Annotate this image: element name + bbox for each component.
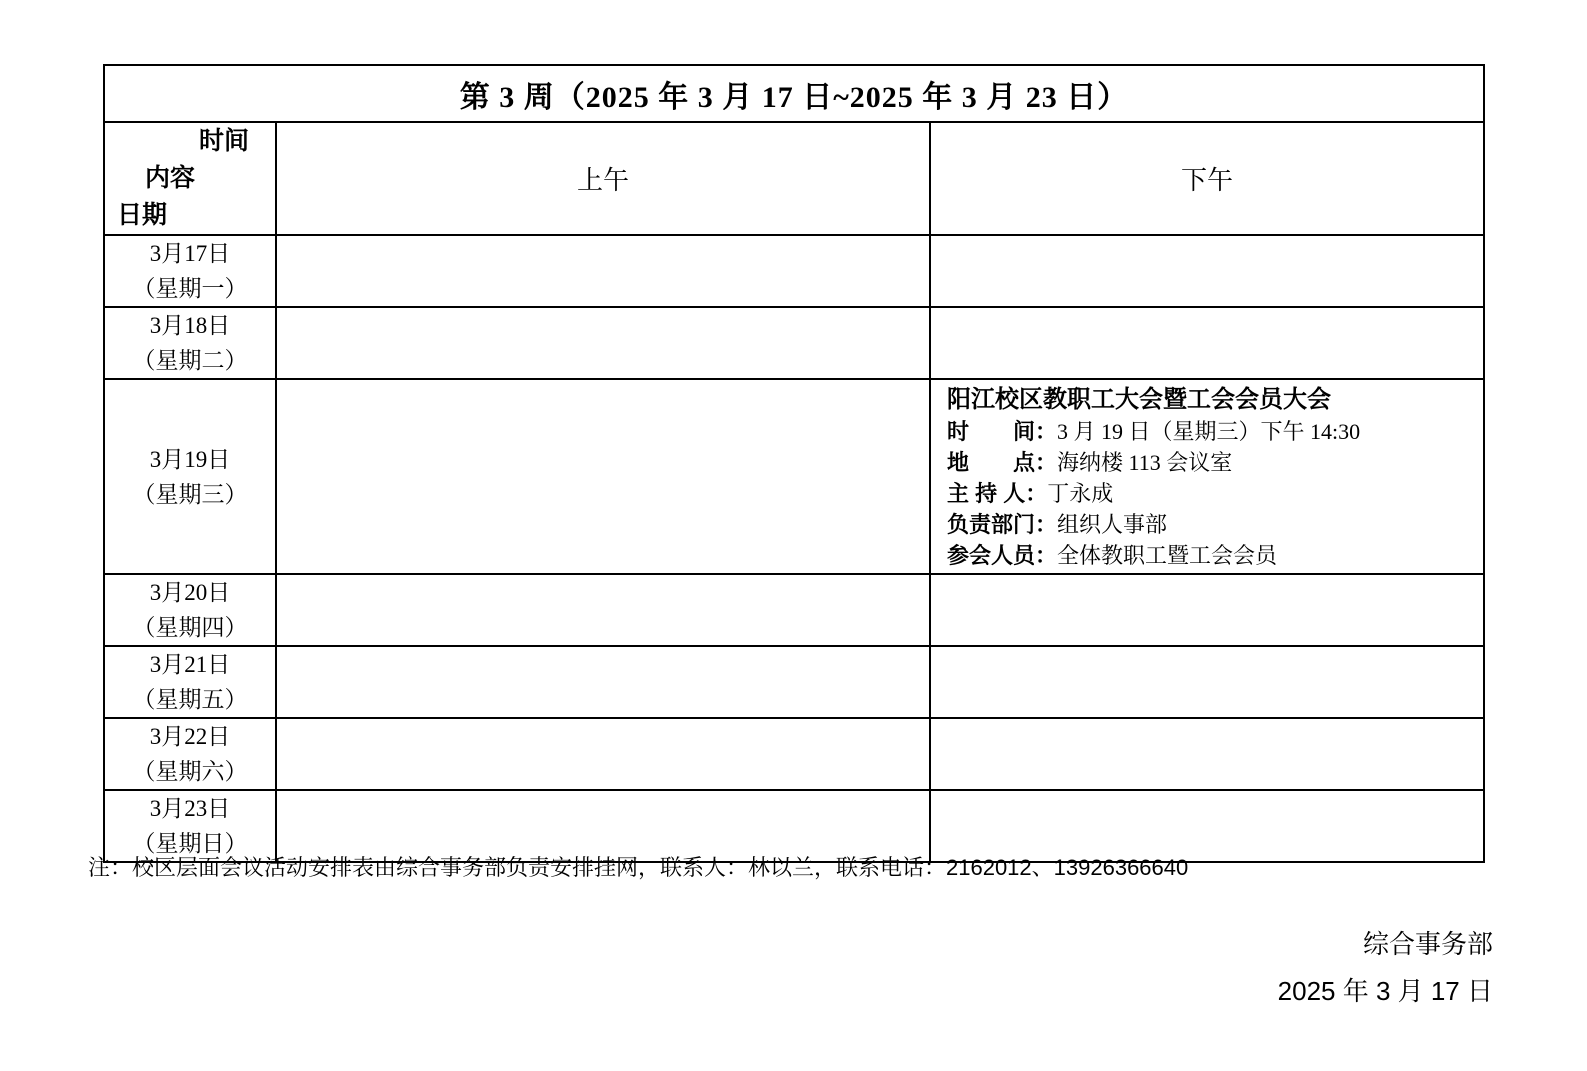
meeting-field-label: 参会人员： xyxy=(947,542,1058,568)
meeting-field-time xyxy=(947,416,1477,447)
table-row-thu xyxy=(104,574,1484,646)
header-morning: 上午 xyxy=(276,122,930,235)
meeting-field-value: 丁永成 xyxy=(1047,480,1114,506)
header-corner-cell xyxy=(104,122,276,235)
meeting-field-host xyxy=(947,478,1477,509)
table-row-sat xyxy=(104,718,1484,790)
date-cell xyxy=(104,379,276,574)
weekday-label: （星期一） xyxy=(132,276,248,301)
morning-cell xyxy=(276,718,930,790)
meeting-field-value: 海纳楼 113 会议室 xyxy=(1057,449,1233,475)
weekday-label: （星期三） xyxy=(132,481,248,507)
weekday-label: （星期四） xyxy=(132,615,248,640)
signature-block xyxy=(1278,921,1493,1015)
afternoon-cell xyxy=(930,718,1484,790)
meeting-field-attendees xyxy=(947,540,1477,571)
corner-label-content: 内容 xyxy=(145,164,196,192)
meeting-title: 阳江校区教职工大会暨工会会员大会 xyxy=(947,385,1331,413)
morning-cell xyxy=(276,235,930,307)
date-cell xyxy=(104,718,276,790)
date-label: 3月18日 xyxy=(149,313,231,338)
date-label: 3月19日 xyxy=(149,446,231,472)
afternoon-cell xyxy=(930,790,1484,862)
afternoon-cell xyxy=(930,307,1484,379)
morning-cell xyxy=(276,307,930,379)
date-cell xyxy=(104,574,276,646)
weekly-schedule-table xyxy=(103,64,1485,863)
table-row-fri xyxy=(104,646,1484,718)
morning-cell xyxy=(276,646,930,718)
table-title: 第 3 周（2025 年 3 月 17 日~2025 年 3 月 23 日） xyxy=(104,65,1484,122)
morning-cell xyxy=(276,790,930,862)
meeting-field-label: 地 点： xyxy=(947,449,1058,475)
date-cell xyxy=(104,646,276,718)
afternoon-cell xyxy=(930,235,1484,307)
header-afternoon: 下午 xyxy=(930,122,1484,235)
date-label: 3月21日 xyxy=(149,652,231,677)
date-label: 3月20日 xyxy=(149,580,231,605)
title-row xyxy=(104,65,1484,122)
table-row-tue xyxy=(104,307,1484,379)
date-label: 3月17日 xyxy=(149,241,231,266)
footnote: 注：校区层面会议活动安排表由综合事务部负责安排挂网，联系人：林以兰，联系电话：2162012、13926366640 xyxy=(88,855,1189,880)
weekday-label: （星期日） xyxy=(132,831,248,856)
date-cell xyxy=(104,307,276,379)
signature-department: 综合事务部 xyxy=(1362,929,1493,959)
weekday-label: （星期六） xyxy=(132,759,248,784)
table-row-wed xyxy=(104,379,1484,574)
meeting-field-label: 主 持 人： xyxy=(947,480,1048,506)
afternoon-cell xyxy=(930,646,1484,718)
meeting-field-department xyxy=(947,509,1477,540)
meeting-field-value: 3 月 19 日（星期三）下午 14:30 xyxy=(1057,418,1361,444)
afternoon-cell xyxy=(930,574,1484,646)
table-row-mon xyxy=(104,235,1484,307)
weekday-label: （星期二） xyxy=(132,348,248,373)
header-row xyxy=(104,122,1484,235)
date-label: 3月22日 xyxy=(149,724,231,749)
morning-cell xyxy=(276,379,930,574)
date-label: 3月23日 xyxy=(149,796,231,821)
meeting-field-location xyxy=(947,447,1477,478)
meeting-field-label: 负责部门： xyxy=(947,511,1058,537)
meeting-field-value: 组织人事部 xyxy=(1057,511,1168,537)
corner-label-time: 时间 xyxy=(198,127,249,155)
meeting-field-value: 全体教职工暨工会会员 xyxy=(1057,542,1278,568)
date-cell xyxy=(104,790,276,862)
corner-label-date: 日期 xyxy=(117,201,168,229)
date-cell xyxy=(104,235,276,307)
table-row-sun xyxy=(104,790,1484,862)
signature-date: 2025 年 3 月 17 日 xyxy=(1277,976,1493,1006)
weekday-label: （星期五） xyxy=(132,687,248,712)
afternoon-cell xyxy=(930,379,1484,574)
morning-cell xyxy=(276,574,930,646)
meeting-field-label: 时 间： xyxy=(947,418,1058,444)
